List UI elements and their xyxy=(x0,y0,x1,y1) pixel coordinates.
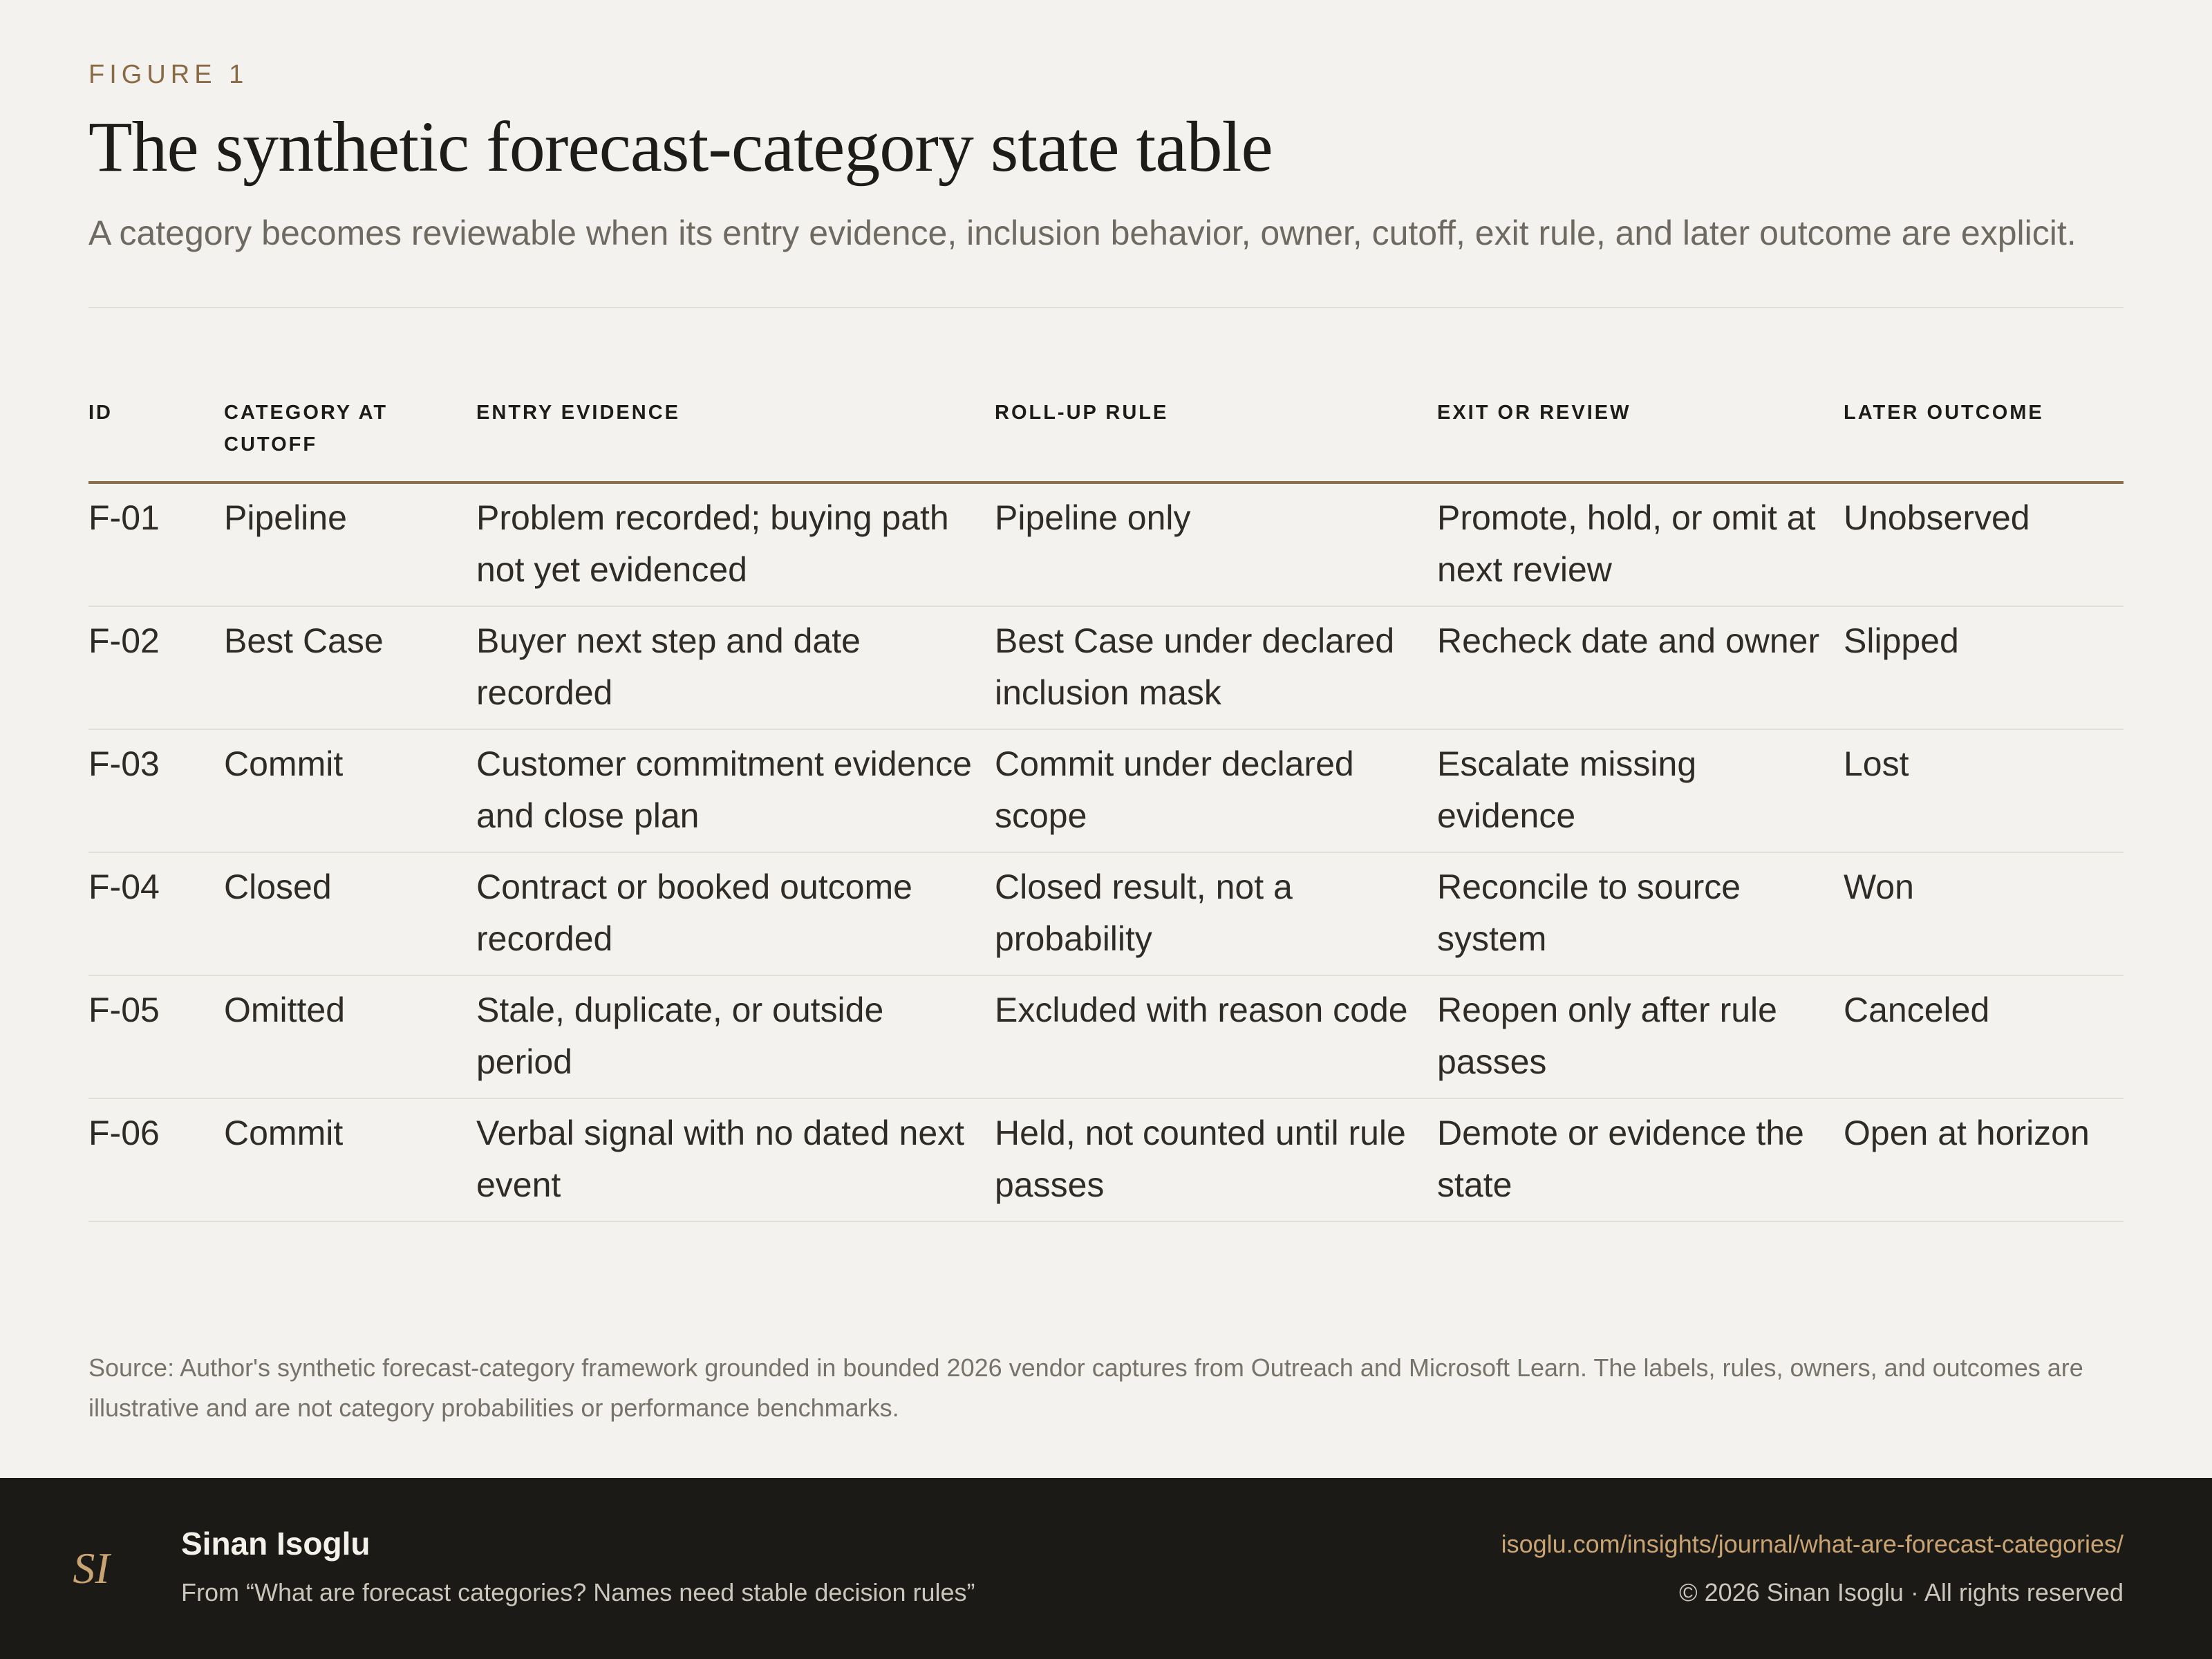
cell-id: F-03 xyxy=(88,729,224,852)
cell-later-outcome: Lost xyxy=(1844,729,2124,852)
state-table xyxy=(88,397,2124,1222)
page-subtitle: A category becomes reviewable when its entry evidence, inclusion behavior, owner, cutoff, exit rule, and later outcome are explicit. xyxy=(88,214,2077,252)
column-header-id: ID xyxy=(88,397,224,482)
article-url-link[interactable]: isoglu.com/insights/journal/what-are-forecast-categories/ xyxy=(1501,1530,2124,1558)
cell-exit-or-review: Promote, hold, or omit at next review xyxy=(1437,482,1844,606)
cell-id: F-06 xyxy=(88,1098,224,1221)
column-header-later-outcome: LATER OUTCOME xyxy=(1844,397,2124,482)
cell-later-outcome: Won xyxy=(1844,852,2124,975)
cell-entry-evidence: Stale, duplicate, or outside period xyxy=(476,975,995,1098)
cell-roll-up-rule: Pipeline only xyxy=(995,482,1437,606)
header-divider xyxy=(88,307,2124,308)
si-monogram-icon xyxy=(64,1540,119,1595)
cell-category: Pipeline xyxy=(224,482,476,606)
cell-category: Best Case xyxy=(224,606,476,729)
column-header-category: CATEGORY AT CUTOFF xyxy=(224,397,476,482)
column-header-exit-or-review: EXIT OR REVIEW xyxy=(1437,397,1844,482)
figure-content xyxy=(88,54,2124,1222)
cell-entry-evidence: Contract or booked outcome recorded xyxy=(476,852,995,975)
cell-later-outcome: Unobserved xyxy=(1844,482,2124,606)
figure-label: FIGURE 1 xyxy=(88,60,249,89)
cell-entry-evidence: Problem recorded; buying path not yet evidenced xyxy=(476,482,995,606)
cell-id: F-04 xyxy=(88,852,224,975)
cell-exit-or-review: Reopen only after rule passes xyxy=(1437,975,1844,1098)
cell-exit-or-review: Demote or evidence the state xyxy=(1437,1098,1844,1221)
cell-category: Commit xyxy=(224,729,476,852)
cell-roll-up-rule: Closed result, not a probability xyxy=(995,852,1437,975)
cell-later-outcome: Canceled xyxy=(1844,975,2124,1098)
cell-entry-evidence: Verbal signal with no dated next event xyxy=(476,1098,995,1221)
page-title: The synthetic forecast-category state table xyxy=(88,107,1273,187)
cell-entry-evidence: Customer commitment evidence and close plan xyxy=(476,729,995,852)
cell-exit-or-review: Escalate missing evidence xyxy=(1437,729,1844,852)
cell-roll-up-rule: Excluded with reason code xyxy=(995,975,1437,1098)
cell-exit-or-review: Recheck date and owner xyxy=(1437,606,1844,729)
cell-category: Closed xyxy=(224,852,476,975)
article-reference: From “What are forecast categories? Names need stable decision rules” xyxy=(181,1578,975,1606)
cell-id: F-01 xyxy=(88,482,224,606)
cell-later-outcome: Open at horizon xyxy=(1844,1098,2124,1221)
cell-id: F-05 xyxy=(88,975,224,1098)
table-header-row xyxy=(88,397,2124,482)
cell-roll-up-rule: Held, not counted until rule passes xyxy=(995,1098,1437,1221)
table-row xyxy=(88,1098,2124,1221)
cell-later-outcome: Slipped xyxy=(1844,606,2124,729)
cell-exit-or-review: Reconcile to source system xyxy=(1437,852,1844,975)
source-note: Source: Author's synthetic forecast-category framework grounded in bounded 2026 vendor captures from Outreach and Microsoft Learn. The labels, rules, owners, and outcomes are illustrative and are not category probabilities or performance benchmarks. xyxy=(88,1353,2083,1422)
table-row xyxy=(88,729,2124,852)
footer xyxy=(0,1478,2212,1659)
column-header-entry-evidence: ENTRY EVIDENCE xyxy=(476,397,995,482)
column-header-roll-up-rule: ROLL-UP RULE xyxy=(995,397,1437,482)
cell-category: Commit xyxy=(224,1098,476,1221)
author-name: Sinan Isoglu xyxy=(181,1526,371,1562)
table-row xyxy=(88,606,2124,729)
table-row xyxy=(88,482,2124,606)
cell-roll-up-rule: Commit under declared scope xyxy=(995,729,1437,852)
cell-id: F-02 xyxy=(88,606,224,729)
svg-text:SI: SI xyxy=(73,1544,110,1593)
cell-category: Omitted xyxy=(224,975,476,1098)
cell-entry-evidence: Buyer next step and date recorded xyxy=(476,606,995,729)
table-row xyxy=(88,975,2124,1098)
table-row xyxy=(88,852,2124,975)
copyright-text: © 2026 Sinan Isoglu · All rights reserved xyxy=(1679,1578,2124,1606)
cell-roll-up-rule: Best Case under declared inclusion mask xyxy=(995,606,1437,729)
